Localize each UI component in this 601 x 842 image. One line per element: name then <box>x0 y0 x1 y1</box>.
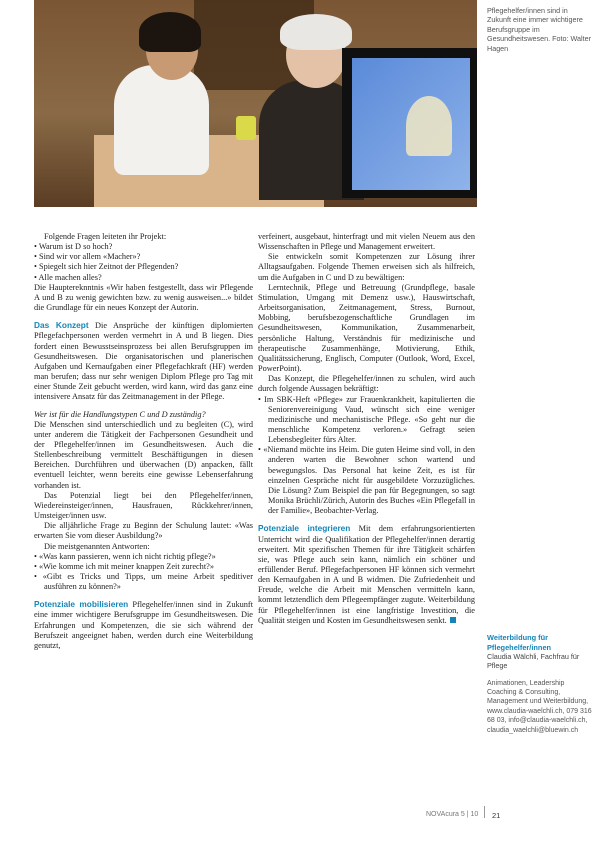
paragraph-spacer <box>258 516 475 523</box>
sidebox-title: Weiterbildung für Pflegehelfer/innen <box>487 633 552 652</box>
article-paragraph <box>34 232 253 242</box>
paragraph-spacer <box>34 313 253 320</box>
paragraph-text: Mit dem erfahrungsorientierten Unterricht wird die Qualifikation der Pflegehelfer/innen derartig erweitert. Mit spezifischen Themen für ihre Tätigkeit schärfen sie, was Pflege auch sein kann, nämlich ein schöner und erfüllender Beruf. Pflegefachpersonen HF können sich vermehrt den Kernaufgaben in A und B widmen. Die Zufriedenheit und Freude, welche die Arbeit mit Menschen vermitteln kann, kommt letztendlich dem Pflegeempfänger zugute. Weiterbildung für Pflegehelfer/innen ist eine langfristige Investition, die Qualität steigen und Kosten im Gesundheitswesen senkt. <box>258 524 475 625</box>
article-paragraph <box>34 410 253 420</box>
paragraph-spacer <box>34 403 253 410</box>
end-of-article-square <box>450 617 456 623</box>
paragraph-text: Pflegehelfer/innen sind in Zukunft eine immer wichtigere Berufsgruppe im Gesundheitswesen. Die Erfahrungen und Kompetenzen, die sie sich während der Berufszeit angeeignet haben, werden durch eine Weiterbildung genutzt, <box>34 600 254 650</box>
article-paragraph <box>258 252 475 282</box>
paragraph-text: Lerntechnik, Pflege und Betreuung (Grundpflege, basale Stimulation, Umgang mit Demenz usw.), Hauswirtschaft, Arbeitsorganisation, Zeitmanagement, Stress, Burnout, Mobbing, berufsbezogenschaftliche Grundlagen im Gesundheitswesen, Kommunikation, Zusammenarbeit, persönliche Haltung, Verständnis für medizinische und therapeutische Zusammenhänge, Motivierung, Ethik, Qualitätssicherung, Englisch, Computer (Outlook, Word, Excel, PowerPoint). <box>258 282 475 374</box>
article-paragraph <box>34 521 253 541</box>
article-paragraph <box>34 491 253 521</box>
article-paragraph <box>34 572 253 592</box>
photo-screen-figure <box>406 96 452 156</box>
article-column-left <box>34 232 253 651</box>
photo-cup <box>236 116 256 140</box>
paragraph-text: Die Hauptereknntnis «Wir haben festgestellt, dass wir Pflegende A und B zu wenig gewichten bzw. zu wenig ausweisen...» bildet die Grundlage für ein neues Konzept der Autorin. <box>34 282 253 313</box>
article-paragraph <box>34 320 253 402</box>
paragraph-text: Sie entwickeln somit Kompetenzen zur Lösung ihrer Alltagsaufgaben. Folgende Themen erweisen sich als hilfreich, um die Aufgaben in C und D zu bewältigen: <box>258 252 475 282</box>
paragraph-text: Folgende Fragen leiteten ihr Projekt: <box>44 232 167 241</box>
photo-caregiver <box>114 65 209 175</box>
article-paragraph <box>258 523 475 626</box>
sidebox-contact: Animationen, Leadership Coaching & Consulting, Management und Weiterbildung, www.claudia-waelchli.ch, 079 316 68 03, info@claudia-waelchli.ch, claudia_waelchli@bluewin.ch <box>487 679 592 734</box>
paragraph-text: verfeinert, ausgebaut, hinterfragt und mit vielen Neuem aus den Wissenschaften in Pflege und Management erweitert. <box>258 232 475 252</box>
paragraph-text: Die meistgenannten Antworten: <box>44 541 150 551</box>
photo-caregiver-hair <box>139 12 201 52</box>
paragraph-text: • Spiegelt sich hier Zeitnot der Pflegenden? <box>34 262 179 272</box>
footer-publication: NOVAcura 5 | 10 <box>426 811 479 818</box>
article-paragraph <box>34 552 253 562</box>
paragraph-text: Die Menschen sind unterschiedlich und zu begleiten (C), wird unter anderem die Tätigkeit der Fachpersonen Gesundheit und der Pflegehelfer/innen im Gesundheitswesen. Auch die Stellenbeschreibung vermittelt Beschäftigungen in diesen Bereichen. Durchführen und überwachen (D) anpacken, fällt eventuell leichter, wenn bereits eine gewisse Lebenserfahrung vorhanden ist. <box>34 419 253 490</box>
paragraph-text: Die alljährliche Frage zu Beginn der Schulung lautet: «Was erwarten Sie vom dieser Ausbildung?» <box>34 521 253 541</box>
paragraph-text: • «Wie komme ich mit meiner knappen Zeit zurecht?» <box>34 561 214 571</box>
article-paragraph <box>34 262 253 272</box>
paragraph-spacer <box>34 592 253 599</box>
paragraph-text: • «Was kann passieren, wenn ich nicht richtig pflege?» <box>34 551 216 561</box>
article-photo <box>34 0 477 207</box>
paragraph-text: • Warum ist D so hoch? <box>34 242 113 252</box>
article-paragraph <box>258 283 475 374</box>
article-paragraph <box>34 273 253 283</box>
paragraph-text: • Sind wir vor allem «Macher»? <box>34 252 141 262</box>
article-paragraph <box>34 599 253 651</box>
article-paragraph <box>34 562 253 572</box>
paragraph-text: • «Gibt es Tricks und Tipps, um meine Arbeit speditiver ausführen zu können?» <box>34 572 253 592</box>
paragraph-text: Wer ist für die Handlungstypen C und D zuständig? <box>34 409 206 419</box>
page-number: 21 <box>492 811 501 820</box>
section-heading: Potenziale mobilisieren <box>34 599 129 610</box>
article-paragraph <box>258 374 475 394</box>
article-column-right <box>258 232 475 626</box>
paragraph-text: Die Ansprüche der künftigen diplomierten Pflegefachpersonen werden vermehrt in A und B liegen. Dies fordert einen Bewusstseinsprozess bei allen Berufsgruppen im Gesundheitswesen. Die organisatorischen und planerischen Aufgaben und Kernaufgaben einer Pflegefachkraft (HF) werden man berufen; dass nur sehr wenigen Diplom Pflege pro Tag mit einer Stunde Zeit gebucht werden, wird kann, wird das ganz eine intensivere Ansatz für das Zeitmanagement in der Pflege. <box>34 321 254 402</box>
paragraph-text: Das Potenzial liegt bei den Pflegehelfer/innen, Wiedereinsteiger/innen, Hausfrauen, Rückkehrer/innen, Umsteiger/innen usw. <box>34 490 253 521</box>
article-paragraph <box>34 252 253 262</box>
paragraph-text: Das Konzept, die Pflegehelfer/innen zu schulen, wird auch durch folgende Aussagen bekräftigt: <box>258 374 475 394</box>
article-paragraph <box>258 445 475 516</box>
article-paragraph <box>258 395 475 446</box>
author-sidebox <box>487 633 592 735</box>
section-heading: Das Konzept <box>34 320 89 331</box>
article-paragraph <box>34 542 253 552</box>
footer-divider <box>484 806 485 818</box>
section-heading: Potenziale integrieren <box>258 523 351 534</box>
paragraph-text: • Alle machen alles? <box>34 272 102 282</box>
paragraph-text: • Im SBK-Heft «Pflege» zur Frauenkrankheit, kapitulierten die Seniorenvereinigung Vaud, wünscht sich eine weniger medizinische und mechanistische Pflege. «So geht nur die menschliche Kompetenz verloren.» Gefragt seien Lebensbegleiter fürs Alter. <box>258 394 475 445</box>
article-paragraph <box>34 283 253 313</box>
photo-caption: Pflegehelfer/innen sind in Zukunft eine immer wichtigere Berufsgruppe im Gesundheitswesen. Foto: Walter Hagen <box>487 6 592 53</box>
article-paragraph <box>34 420 253 491</box>
article-paragraph <box>258 232 475 252</box>
article-paragraph <box>34 242 253 252</box>
photo-elderly-hair <box>280 14 352 50</box>
sidebox-author: Claudia Wälchli, Fachfrau für Pflege <box>487 652 580 671</box>
paragraph-text: • «Niemand möchte ins Heim. Die guten Heime sind voll, in den anderen warten die Bewohner schon wartend und bewegungslos. Das Personal hat keine Zeit, es ist für einzelnen Gespräche nicht für ausgebildete Vorzuzügliches. Die Lösung? Zum Beispiel die pan für Begegnungen, so sagt Monika Brüchli/Zürich, Autorin des Buches «Ein Pflegefall in der Familie», Beobachter-Verlag. <box>258 445 475 516</box>
